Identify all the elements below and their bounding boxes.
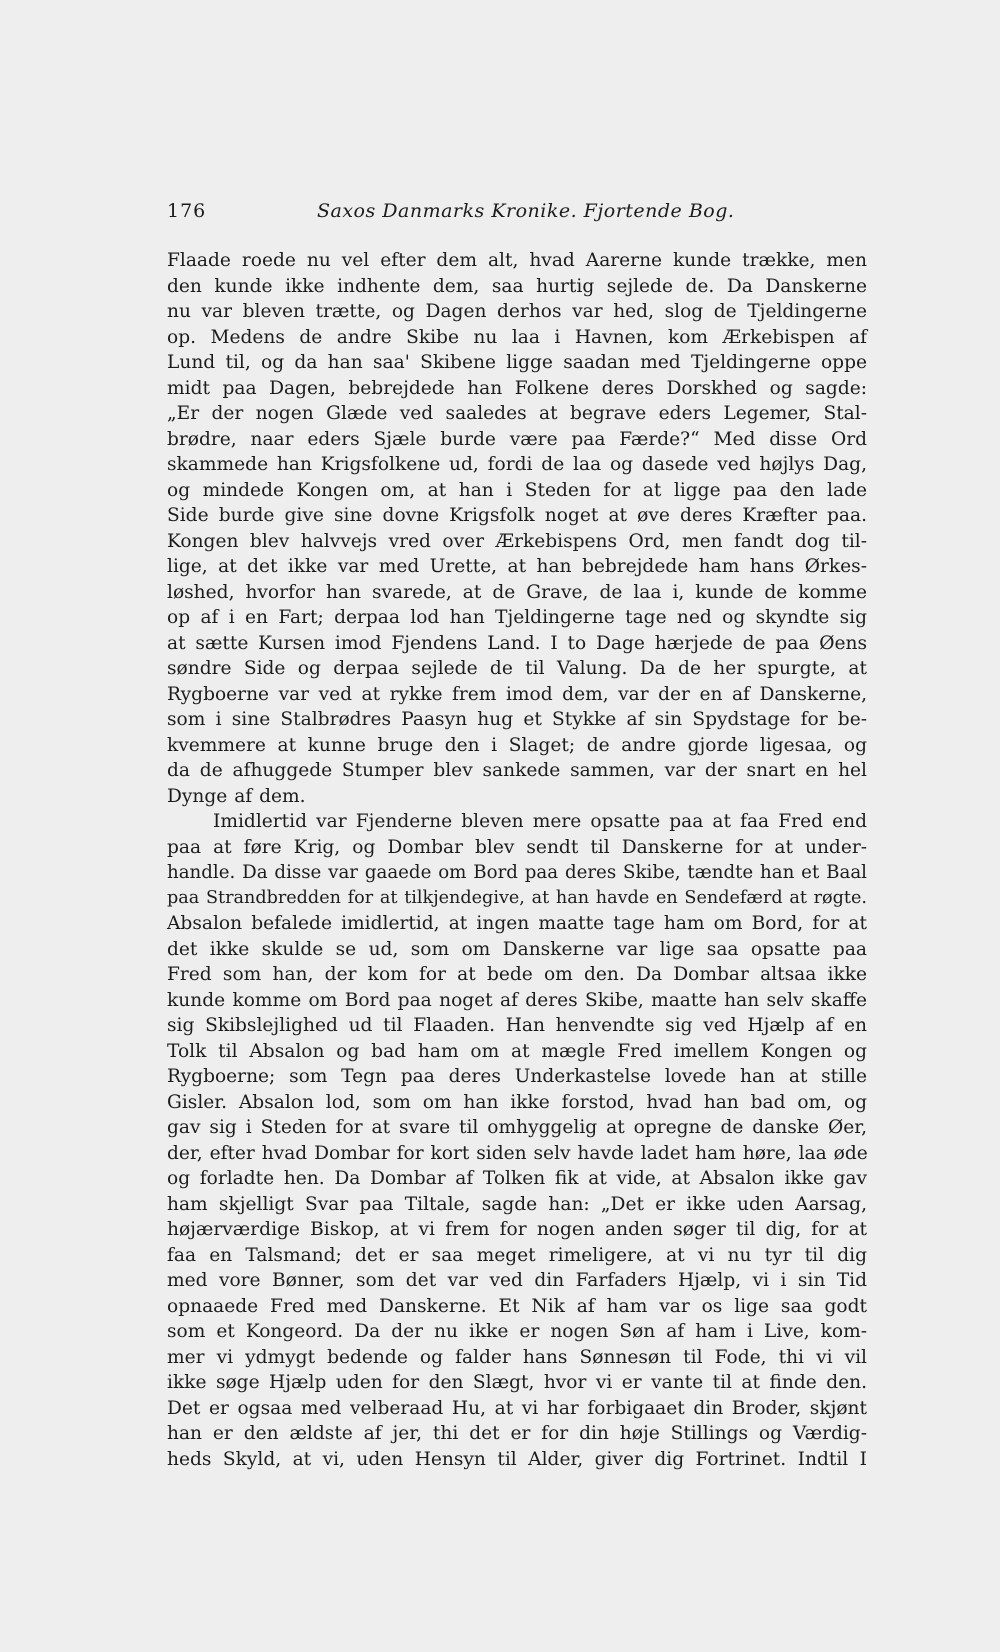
- text-line: kunde komme om Bord paa noget af deres Skibe, maatte han selv skaffe: [167, 989, 867, 1011]
- text-line: opnaaede Fred med Danskerne. Et Nik af ham var os lige saa godt: [167, 1295, 867, 1317]
- page-number: 176: [167, 200, 207, 222]
- text-line: lige, at det ikke var med Urette, at han bebrejdede ham hans Ørkes-: [167, 556, 867, 577]
- text-line: Absalon befalede imidlertid, at ingen maatte tage ham om Bord, for at: [167, 913, 867, 934]
- text-line: højærværdige Biskop, at vi frem for nogen anden søger til dig, for at: [167, 1219, 867, 1240]
- text-line: op af i en Fart; derpaa lod han Tjeldingerne tage ned og skyndte sig: [167, 607, 867, 628]
- text-line: ham skjelligt Svar paa Tiltale, sagde han: „Det er ikke uden Aarsag,: [167, 1193, 867, 1215]
- text-line: søndre Side og derpaa sejlede de til Valung. Da de her spurgte, at: [167, 658, 867, 679]
- text-line: sig Skibslejlighed ud til Flaaden. Han henvendte sig ved Hjælp af en: [167, 1015, 867, 1036]
- text-line: ikke søge Hjælp uden for den Slægt, hvor vi er vante til at finde den.: [167, 1372, 867, 1393]
- text-line: heds Skyld, at vi, uden Hensyn til Alder, giver dig Fortrinet. Indtil I: [167, 1448, 867, 1470]
- text-line: gav sig i Steden for at svare til omhyggelig at opregne de danske Øer,: [167, 1117, 867, 1138]
- text-line: der, efter hvad Dombar for kort siden selv havde ladet ham høre, laa øde: [167, 1142, 868, 1164]
- running-title: Saxos Danmarks Kronike. Fjortende Bog.: [317, 200, 735, 222]
- text-line: Flaade roede nu vel efter dem alt, hvad Aarerne kunde trække, men: [167, 250, 867, 271]
- text-line: „Er der nogen Glæde ved saaledes at begrave eders Legemer, Stal-: [167, 403, 867, 424]
- text-line: Kongen blev halvvejs vred over Ærkebispens Ord, men fandt dog til-: [167, 530, 867, 552]
- text-line: nu var bleven trætte, og Dagen derhos var hed, slog de Tjeldingerne: [167, 301, 867, 322]
- text-line: Gisler. Absalon lod, som om han ikke forstod, hvad han bad om, og: [167, 1091, 867, 1113]
- text-line: skammede han Krigsfolkene ud, fordi de laa og dasede ved højlys Dag,: [167, 454, 867, 475]
- text-line: som i sine Stalbrødres Paasyn hug et Stykke af sin Spydstage for be-: [167, 709, 867, 730]
- text-line: brødre, naar eders Sjæle burde være paa Færde?“ Med disse Ord: [167, 428, 867, 450]
- text-line: Tolk til Absalon og bad ham om at mægle Fred imellem Kongen og: [167, 1040, 867, 1062]
- text-line: paa at føre Krig, og Dombar blev sendt til Danskerne for at under-: [167, 836, 867, 858]
- text-line: og forladte hen. Da Dombar af Tolken fik at vide, at Absalon ikke gav: [167, 1168, 867, 1189]
- text-line: den kunde ikke indhente dem, saa hurtig sejlede de. Da Danskerne: [167, 275, 867, 297]
- text-line: paa Strandbredden for at tilkjendegive, at han havde en Sendefærd at røgte.: [167, 887, 867, 908]
- running-head: [167, 200, 867, 228]
- text-line: at sætte Kursen imod Fjendens Land. I to Dage hærjede de paa Øens: [167, 632, 867, 654]
- text-line: Dynge af dem.: [167, 785, 306, 807]
- text-line: Rygboerne; som Tegn paa deres Underkastelse lovede han at stille: [167, 1066, 867, 1087]
- text-line: Imidlertid var Fjenderne bleven mere opsatte paa at faa Fred end: [213, 811, 867, 832]
- text-line: da de afhuggede Stumper blev sankede sammen, var der snart en hel: [167, 760, 867, 781]
- text-line: handle. Da disse var gaaede om Bord paa deres Skibe, tændte han et Baal: [167, 862, 867, 883]
- text-line: og mindede Kongen om, at han i Steden for at ligge paa den lade: [167, 479, 867, 501]
- text-line: Rygboerne var ved at rykke frem imod dem, var der en af Danskerne,: [167, 683, 867, 705]
- text-line: mer vi ydmygt bedende og falder hans Sønnesøn til Fode, thi vi vil: [167, 1346, 867, 1368]
- text-line: det ikke skulde se ud, som om Danskerne var lige saa opsatte paa: [167, 938, 867, 960]
- text-line: Fred som han, der kom for at bede om den. Da Dombar altsaa ikke: [167, 964, 867, 985]
- text-line: Side burde give sine dovne Krigsfolk noget at øve deres Kræfter paa.: [167, 505, 867, 526]
- text-line: løshed, hvorfor han svarede, at de Grave, de laa i, kunde de komme: [167, 581, 867, 603]
- text-line: op. Medens de andre Skibe nu laa i Havnen, kom Ærkebispen af: [167, 326, 867, 348]
- text-line: Det er ogsaa med velberaad Hu, at vi har forbigaaet din Broder, skjønt: [167, 1397, 867, 1419]
- text-line: som et Kongeord. Da der nu ikke er nogen Søn af ham i Live, kom-: [167, 1321, 867, 1342]
- text-line: faa en Talsmand; det er saa meget rimeligere, at vi nu tyr til dig: [167, 1244, 867, 1266]
- text-line: Lund til, og da han saa' Skibene ligge saadan med Tjeldingerne oppe: [167, 352, 867, 373]
- body-text: [167, 248, 867, 1472]
- text-line: han er den ældste af jer, thi det er for din høje Stillings og Værdig-: [167, 1423, 867, 1444]
- text-line: med vore Bønner, som det var ved din Farfaders Hjælp, vi i sin Tid: [167, 1270, 867, 1291]
- text-line: midt paa Dagen, bebrejdede han Folkene deres Dorskhed og sagde:: [167, 377, 867, 399]
- text-line: kvemmere at kunne bruge den i Slaget; de andre gjorde ligesaa, og: [167, 734, 867, 756]
